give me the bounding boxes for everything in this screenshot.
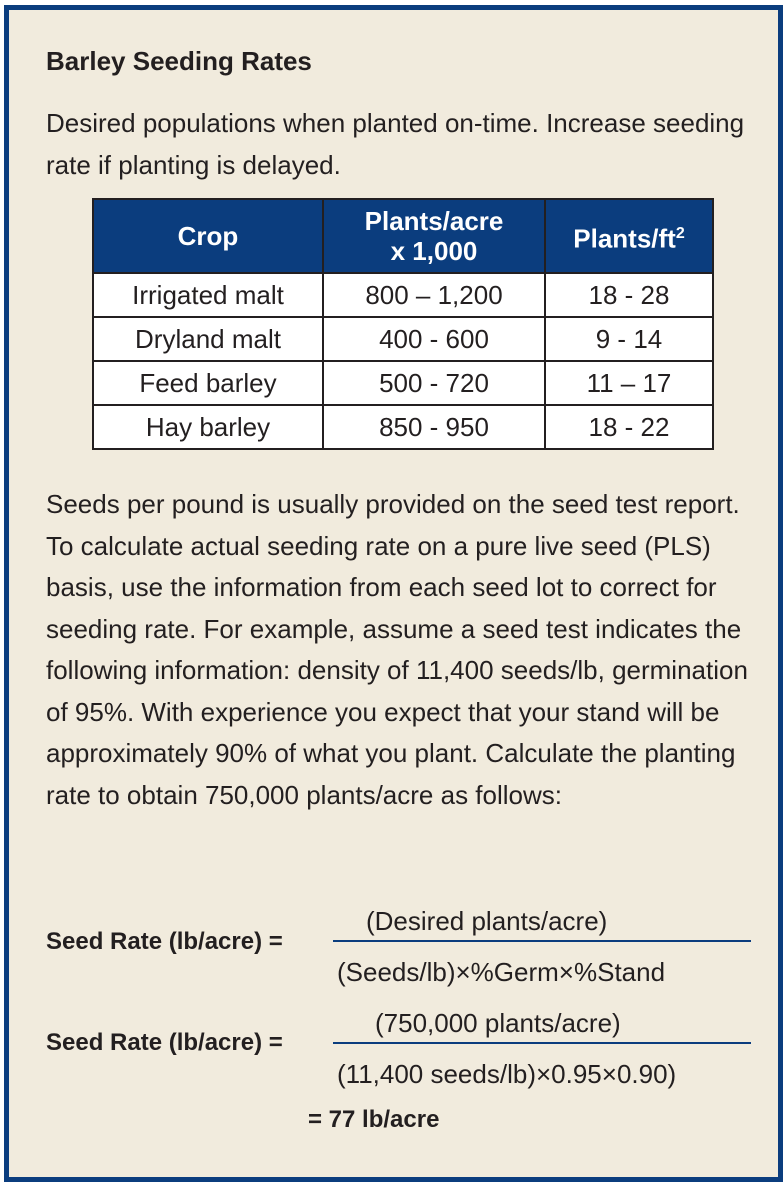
header-plants-acre xyxy=(323,199,545,273)
table-row xyxy=(93,273,713,317)
formula-result: = 77 lb/acre xyxy=(308,1106,440,1133)
formula2-label: Seed Rate (lb/acre) = xyxy=(46,1029,283,1056)
formula1-denominator: (Seeds/lb)×%Germ×%Stand xyxy=(337,957,666,987)
header-plants-acre-line2: x 1,000 xyxy=(390,236,478,266)
cell-plants-ft: 9 - 14 xyxy=(545,317,713,361)
sidebar-box xyxy=(4,5,783,1182)
cell-crop: Hay barley xyxy=(93,405,323,449)
table-row xyxy=(93,405,713,449)
cell-crop: Irrigated malt xyxy=(93,273,323,317)
cell-plants-acre: 500 - 720 xyxy=(323,361,545,405)
cell-crop: Dryland malt xyxy=(93,317,323,361)
header-plants-ft-label: Plants/ft xyxy=(573,223,676,254)
header-plants-acre-line1: Plants/acre xyxy=(364,206,504,236)
cell-plants-ft: 18 - 28 xyxy=(545,273,713,317)
cell-plants-ft: 11 – 17 xyxy=(545,361,713,405)
formula1-fraction-bar xyxy=(333,940,751,942)
formula2-denominator: (11,400 seeds/lb)×0.95×0.90) xyxy=(337,1059,677,1089)
cell-plants-acre: 400 - 600 xyxy=(323,317,545,361)
table-header-row xyxy=(93,199,713,273)
header-plants-ft-sup: 2 xyxy=(675,224,685,242)
intro-text: Desired populations when planted on-time. Increase seeding rate if planting is delayed. xyxy=(46,108,745,180)
cell-plants-acre: 800 – 1,200 xyxy=(323,273,545,317)
cell-plants-ft: 18 - 22 xyxy=(545,405,713,449)
table-row xyxy=(93,317,713,361)
formula2-fraction-bar xyxy=(333,1042,751,1044)
header-crop: Crop xyxy=(93,199,323,273)
table-row xyxy=(93,361,713,405)
seeding-rates-table xyxy=(92,198,714,450)
explanation-text: Seeds per pound is usually provided on the seed test report. To calculate actual seeding rate on a pure live seed (PLS) basis, use the information from each seed lot to correct for seeding rate. For example, assume a seed test indicates the following information: density of 11,400 seeds/lb, germination of 95%. With experience you expect that your stand will be approximately 90% of what you plant. Calculate the planting rate to obtain 750,000 plants/acre as follows: xyxy=(46,489,748,810)
formula2-numerator: (750,000 plants/acre) xyxy=(375,1008,621,1038)
header-plants-ft xyxy=(545,199,713,273)
cell-crop: Feed barley xyxy=(93,361,323,405)
formula1-label: Seed Rate (lb/acre) = xyxy=(46,928,283,955)
formula1-numerator: (Desired plants/acre) xyxy=(366,906,608,936)
box-title: Barley Seeding Rates xyxy=(46,46,312,76)
cell-plants-acre: 850 - 950 xyxy=(323,405,545,449)
